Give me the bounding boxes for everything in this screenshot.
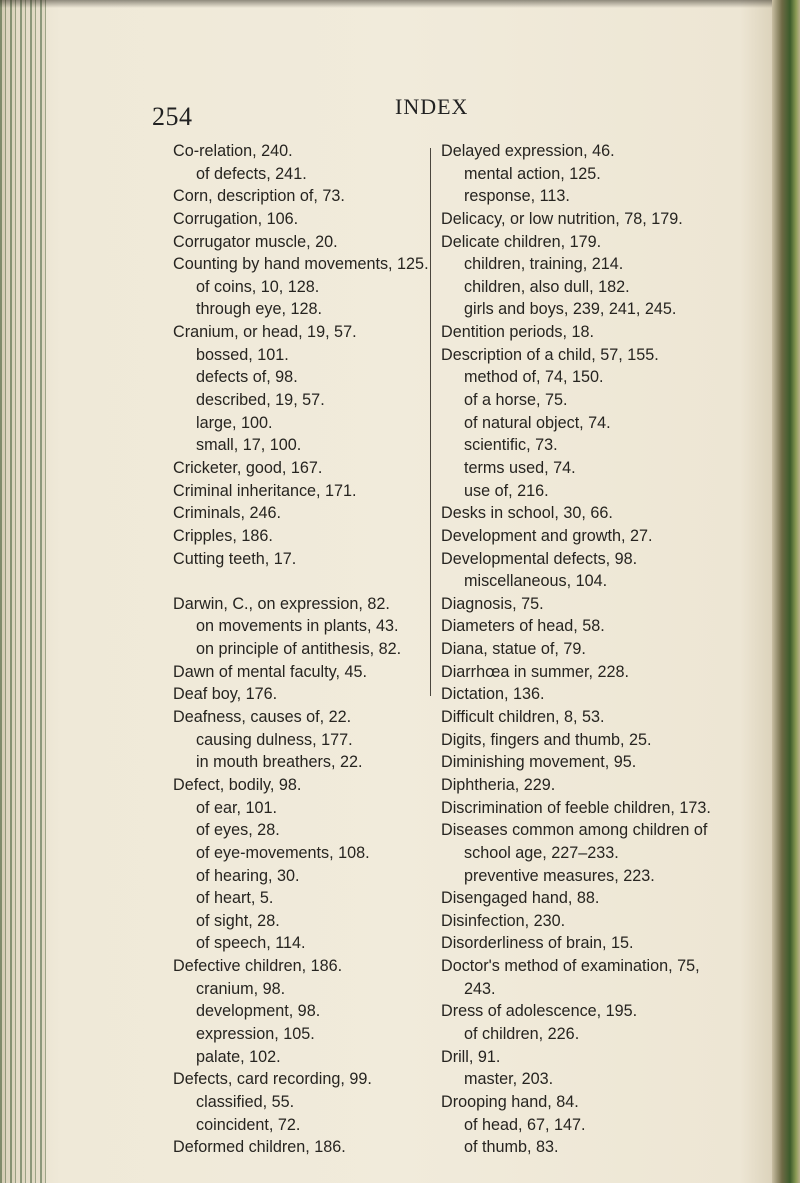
page-top-shadow: [0, 0, 800, 8]
index-entry: Disorderliness of brain, 15.: [441, 934, 634, 953]
index-entry: Disinfection, 230.: [441, 911, 566, 930]
index-subentry: on movements in plants, 43.: [196, 617, 399, 636]
index-subentry: master, 203.: [464, 1070, 554, 1089]
index-entry: Counting by hand movements, 125.: [173, 255, 429, 274]
index-subentry: 243.: [464, 979, 496, 998]
index-entry: Cutting teeth, 17.: [173, 549, 297, 568]
index-subentry: method of, 74, 150.: [464, 368, 604, 387]
index-subentry: preventive measures, 223.: [464, 866, 655, 885]
index-subentry: terms used, 74.: [464, 458, 576, 477]
index-entry: Dawn of mental faculty, 45.: [173, 662, 368, 681]
index-subentry: miscellaneous, 104.: [464, 572, 608, 591]
index-entry: Diagnosis, 75.: [441, 594, 544, 613]
index-entry: Dress of adolescence, 195.: [441, 1002, 638, 1021]
index-subentry: scientific, 73.: [464, 436, 558, 455]
index-subentry: mental action, 125.: [464, 164, 601, 183]
index-entry: Difficult children, 8, 53.: [441, 708, 605, 727]
index-entry: Deformed children, 186.: [173, 1138, 346, 1157]
index-entry: Description of a child, 57, 155.: [441, 345, 659, 364]
index-entry: Diminishing movement, 95.: [441, 753, 637, 772]
index-subentry: of coins, 10, 128.: [196, 277, 320, 296]
index-entry: Cranium, or head, 19, 57.: [173, 323, 357, 342]
index-subentry: children, also dull, 182.: [464, 277, 630, 296]
index-subentry: of hearing, 30.: [196, 866, 300, 885]
index-entry: Discrimination of feeble children, 173.: [441, 798, 711, 817]
index-subentry: of children, 226.: [464, 1024, 580, 1043]
index-subentry: expression, 105.: [196, 1024, 315, 1043]
column-divider: [430, 148, 431, 696]
index-entry: Diseases common among children of: [441, 821, 708, 840]
index-entry: Disengaged hand, 88.: [441, 889, 600, 908]
index-subentry: of thumb, 83.: [464, 1138, 559, 1157]
index-subentry: school age, 227–233.: [464, 843, 619, 862]
index-subentry: causing dulness, 177.: [196, 730, 353, 749]
index-subentry: described, 19, 57.: [196, 391, 325, 410]
index-subentry: small, 17, 100.: [196, 436, 302, 455]
book-spine-edge: [0, 0, 46, 1183]
index-subentry: of sight, 28.: [196, 911, 280, 930]
index-entry: Doctor's method of examination, 75,: [441, 957, 700, 976]
index-column-left: [173, 140, 429, 1159]
index-subentry: through eye, 128.: [196, 300, 322, 319]
index-entry: Criminals, 246.: [173, 504, 281, 523]
index-subentry: bossed, 101.: [196, 345, 289, 364]
index-subentry: girls and boys, 239, 241, 245.: [464, 300, 677, 319]
index-subentry: in mouth breathers, 22.: [196, 753, 363, 772]
index-subentry: response, 113.: [464, 187, 570, 206]
index-entry: Darwin, C., on expression, 82.: [173, 594, 390, 613]
index-entry: Digits, fingers and thumb, 25.: [441, 730, 652, 749]
index-subentry: defects of, 98.: [196, 368, 298, 387]
index-entry: Delicacy, or low nutrition, 78, 179.: [441, 209, 683, 228]
index-subentry: cranium, 98.: [196, 979, 286, 998]
index-entry: Drooping hand, 84.: [441, 1092, 579, 1111]
index-subentry: of heart, 5.: [196, 889, 274, 908]
index-entry: Diphtheria, 229.: [441, 775, 556, 794]
index-subentry: of natural object, 74.: [464, 413, 611, 432]
index-subentry: large, 100.: [196, 413, 273, 432]
page-number: 254: [152, 102, 193, 131]
index-entry: Corn, description of, 73.: [173, 187, 345, 206]
index-subentry: of eyes, 28.: [196, 821, 280, 840]
index-entry: Corrugator muscle, 20.: [173, 232, 338, 251]
index-entry: Corrugation, 106.: [173, 209, 299, 228]
index-entry: Diana, statue of, 79.: [441, 640, 586, 659]
index-entry: Diarrhœa in summer, 228.: [441, 662, 630, 681]
index-subentry: use of, 216.: [464, 481, 549, 500]
index-subentry: of eye-movements, 108.: [196, 843, 370, 862]
index-entry: Dictation, 136.: [441, 685, 545, 704]
index-subentry: palate, 102.: [196, 1047, 281, 1066]
index-entry: Diameters of head, 58.: [441, 617, 605, 636]
index-entry: Deaf boy, 176.: [173, 685, 278, 704]
index-entry: Co-relation, 240.: [173, 142, 293, 160]
index-subentry: of speech, 114.: [196, 934, 306, 953]
page-title: INDEX: [395, 94, 469, 119]
index-subentry: of a horse, 75.: [464, 391, 568, 410]
index-entry: Desks in school, 30, 66.: [441, 504, 613, 523]
index-entry: Dentition periods, 18.: [441, 323, 594, 342]
index-subentry: classified, 55.: [196, 1092, 295, 1111]
index-entry: Delicate children, 179.: [441, 232, 602, 251]
index-entry: Drill, 91.: [441, 1047, 501, 1066]
index-subentry: coincident, 72.: [196, 1115, 301, 1134]
index-entry: Cripples, 186.: [173, 526, 273, 545]
index-gap: [173, 570, 423, 593]
index-entry: Deafness, causes of, 22.: [173, 708, 352, 727]
index-subentry: on principle of antithesis, 82.: [196, 640, 402, 659]
index-entry: Defective children, 186.: [173, 957, 343, 976]
index-entry: Development and growth, 27.: [441, 526, 653, 545]
index-subentry: children, training, 214.: [464, 255, 624, 274]
index-entry: Cricketer, good, 167.: [173, 458, 323, 477]
index-entry: Developmental defects, 98.: [441, 549, 638, 568]
index-column-right: [441, 140, 766, 1159]
index-subentry: development, 98.: [196, 1002, 321, 1021]
index-entry: Defect, bodily, 98.: [173, 775, 302, 794]
index-entry: Criminal inheritance, 171.: [173, 481, 357, 500]
page-stack-edge: [772, 0, 800, 1183]
index-subentry: of head, 67, 147.: [464, 1115, 586, 1134]
index-subentry: of ear, 101.: [196, 798, 278, 817]
index-entry: Delayed expression, 46.: [441, 142, 615, 160]
index-entry: Defects, card recording, 99.: [173, 1070, 372, 1089]
index-subentry: of defects, 241.: [196, 164, 307, 183]
